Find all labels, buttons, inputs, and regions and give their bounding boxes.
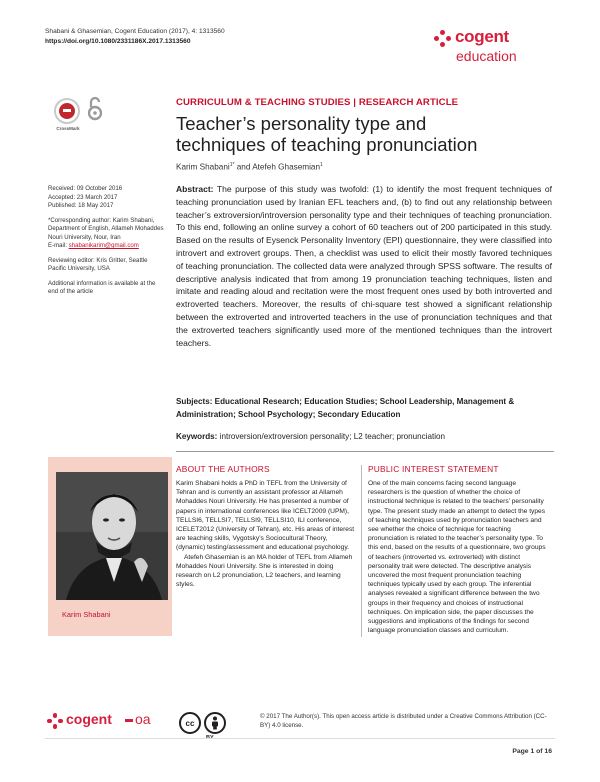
email-link[interactable]: shabanikarim@gmail.com [68,242,139,249]
dates [48,185,166,211]
crossmark-label: CrossMark [56,126,80,131]
cogent-dots-icon [434,30,452,48]
author-line [176,162,323,172]
about-paragraph-2: Atefeh Ghasemian is an MA holder of TEFL from Allameh Mohaddes Nouri University. She is interested in doing research on L2 pronunciation, L2 teachers, and learning styles. [176,553,353,589]
brand-subtitle: education [456,48,517,64]
creative-commons-badge[interactable] [179,712,226,734]
doi-link[interactable]: https://doi.org/10.1080/2331186X.2017.1313560 [45,37,191,45]
citation-block [45,27,225,46]
subjects: Subjects: Educational Research; Education Studies; School Leadership, Management & Administration; School Psychology; Secondary Education [176,397,515,419]
additional-info: Additional information is available at the end of the article [48,279,156,295]
cogent-oa-dots-icon [47,713,63,729]
column-divider [361,465,362,637]
abstract [176,183,552,349]
author-2-mark: 1 [320,162,323,168]
public-interest-text: One of the main concerns facing second language researchers is the question of whether the choice of instructional technique is related to the teachers’ personality type. The present study made an attempt to detect the types of teaching techniques used by pronunciation teachers and see whether the choice of technique for teaching pronunciation is related to the teacher’s personality type. To this end, based on the results of a questionnaire, two groups of teachers (introverted vs. extroverted) with distinct personality trait were detected. The descriptive analysis uncovered the most frequent pronunciation teaching techniques typically used by each group. The inferential analyses revealed a significant difference between the two groups in their frequency and choices of instructional techniques. On implication side, the paper discusses the suggestions and implications of the findings for second language pronunciation classes and curriculum. [368,480,546,635]
author-and[interactable]: and Atefeh Ghasemian [234,162,321,172]
person-icon [209,716,221,730]
author-photo [56,472,168,600]
by-attribution-icon [204,712,226,734]
reviewing-editor: Reviewing editor: Kris Gritter, Seattle Pacific University, USA [48,256,148,272]
license-text: © 2017 The Author(s). This open access article is distributed under a Creative Commons Attribution (CC-BY) 4.0 license. [260,713,547,729]
open-access-lock-icon [88,96,102,122]
received-date: Received: 09 October 2016 [48,185,123,192]
footer-logo-oa: oa [135,711,151,727]
article-metadata [48,185,166,303]
accepted-date: Accepted: 23 March 2017 [48,193,118,201]
cc-icon: cc [179,712,201,734]
photo-caption: Karim Shabani [62,610,111,619]
keywords [176,431,552,444]
article-kicker: CURRICULUM & TEACHING STUDIES | RESEARCH ARTICLE [176,97,459,108]
abstract-text: The purpose of this study was twofold: (1) to identify the most frequent techniques of teaching pronunciation used by Iranian EFL teachers and, (b) to find out any relationship between teacher’s extroversion/introversion personality type and their techniques of teaching pronunciation. To this end, following an online survey a cohort of 60 teachers out of 200 participated in this study. Based on the results of Eysenck Personality Inventory (EPI) questionnaire, they were classified into introvert and extrovert groups. Then, a checklist was used to elicit their mostly favored techniques of teaching pronunciation. The collected data were analyzed through SPSS software. The results of descriptive analysis indicated that from among 19 pronunciation teaching techniques, listen and imitate and reading aloud and recitation were the most frequent ones used by both introverted and extroverted teachers. Moreover, the results of chi-square test showed a significant relationship between the extroverted and introverted teachers in the use of pronunciation techniques and that the extroverted teachers significantly used more of the mentioned techniques than the introvert teachers. [176,184,552,348]
footer-rule [45,738,555,739]
abstract-label: Abstract: [176,184,214,194]
crossmark-icon [54,98,80,124]
published-date: Published: 18 May 2017 [48,202,114,209]
email-label: E-mail: [48,242,69,249]
footer-logo-text: cogent [66,711,112,727]
logo-separator [125,719,133,722]
article-title: Teacher’s personality type and techniques of teaching pronunciation [176,113,478,155]
corresponding-text: *Corresponding author: Karim Shabani, Department of English, Allameh Mohaddes Nouri University, Nour, Iran [48,216,164,241]
about-heading: ABOUT THE AUTHORS [176,464,270,474]
corresponding-author [48,217,166,251]
brand-name: cogent [455,27,509,46]
section-divider [176,451,554,452]
author-1-mark: 1* [229,162,235,168]
about-paragraph-1: Karim Shabani holds a PhD in TEFL from the University of Tehran and is currently an assistant professor at Allameh Mohaddes Nouri University. He has presented a number of papers in international conferences like ICELT2009 (UPM), TELLSI6, TELLSI7, TELLSI9, TELLSI10, ILI conference, ICELET2012 (University of Tehran), etc. His areas of interest are teaching skills, Vygotsky’s Sociocultural Theory, (dynamic) testing/assessment and educational psychology. [176,480,355,552]
author-1[interactable]: Karim Shabani [176,162,230,172]
public-interest-heading: PUBLIC INTEREST STATEMENT [368,464,499,474]
public-interest-body [368,479,552,635]
journal-brand[interactable] [434,25,534,71]
keywords-label: Keywords: [176,432,218,441]
crossmark-badge[interactable] [54,98,82,134]
page-number: Page 1 of 16 [512,748,552,755]
citation-text: Shabani & Ghasemian, Cogent Education (2017), 4: 1313560 [45,28,225,35]
keywords-text: introversion/extroversion personality; L2 teacher; pronunciation [217,432,446,441]
about-body [176,479,356,589]
